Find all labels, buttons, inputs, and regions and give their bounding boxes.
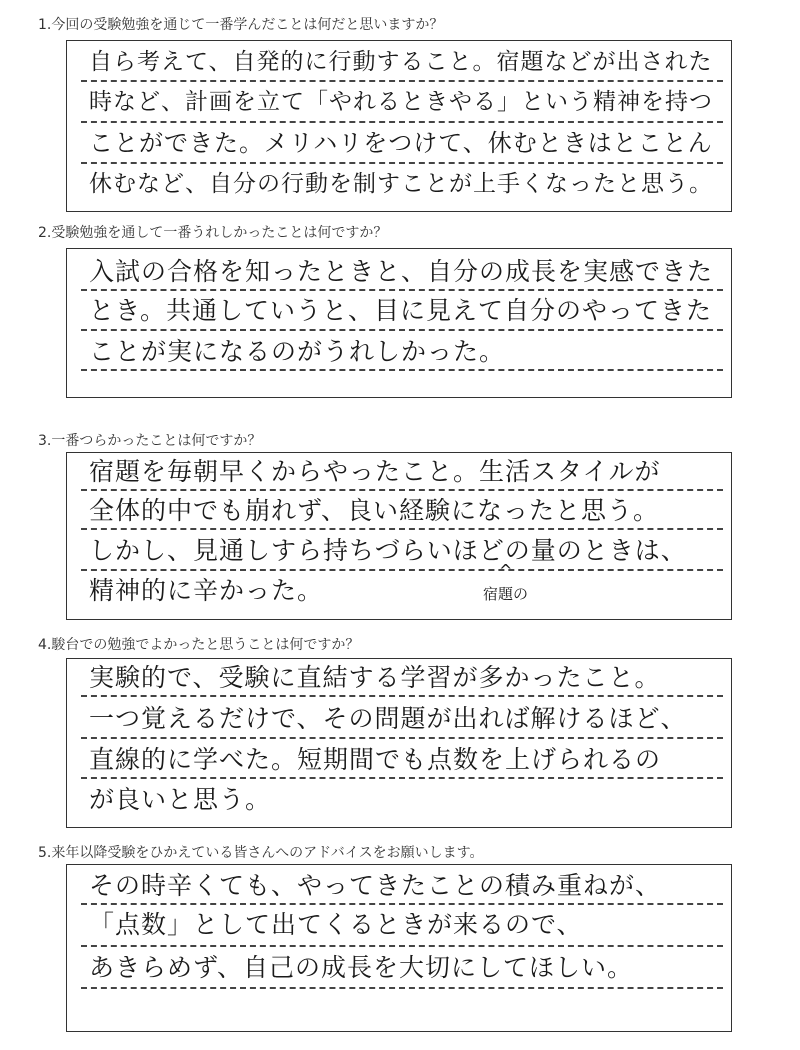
answer-3-line-1: 宿題を毎朝早くからやったこと。生活スタイルが: [89, 457, 661, 486]
answer-1-line-1: 自ら考えて、自発的に行動すること。宿題などが出された: [89, 49, 713, 75]
dashed-rule: [81, 695, 723, 697]
answer-4-box: [66, 658, 732, 828]
dashed-rule: [81, 777, 723, 779]
answer-4-line-1: 実験的で、受験に直結する学習が多かったこと。: [89, 663, 661, 692]
answer-2-line-2: とき。共通していうと、目に見えて自分のやってきた: [89, 296, 713, 325]
answer-1-box: [66, 40, 732, 212]
question-4-label: 4.駿台での勉強でよかったと思うことは何ですか？: [38, 637, 360, 653]
answer-3-line-3: しかし、見通しすら持ちづらいほどの量のときは、: [89, 536, 687, 565]
dashed-rule: [81, 289, 723, 291]
answer-3-line-2: 全体的中でも崩れず、良い経験になったと思う。: [89, 496, 660, 525]
answer-2-line-1: 入試の合格を知ったときと、自分の成長を実感できた: [89, 257, 714, 286]
question-3-label: 3.一番つらかったことは何ですか？: [38, 433, 262, 449]
answer-4-line-3: 直線的に学べた。短期間でも点数を上げられるの: [89, 745, 662, 774]
answer-2-line-3: ことが実になるのがうれしかった。: [89, 337, 506, 366]
dashed-rule: [81, 162, 723, 164]
answer-4-line-4: が良いと思う。: [89, 785, 272, 814]
question-5-label: 5.来年以降受験をひかえている皆さんへのアドバイスをお願いします。: [38, 845, 484, 861]
answer-4-line-2: 一つ覚えるだけで、その問題が出れば解けるほど、: [89, 704, 687, 733]
answer-3-box: [66, 452, 732, 620]
answer-2-box: [66, 248, 732, 398]
dashed-rule: [81, 489, 723, 491]
dashed-rule: [81, 329, 723, 331]
question-1-label: 1.今回の受験勉強を通じて一番学んだことは何だと思いますか？: [38, 17, 444, 33]
insertion-caret: ^: [499, 561, 513, 580]
answer-1-line-3: ことができた。メリハリをつけて、休むときはとことん: [89, 129, 713, 157]
answer-5-line-1: その時辛くても、やってきたことの積み重ねが、: [89, 871, 662, 900]
dashed-rule: [81, 903, 723, 905]
answer-1-line-2: 時など、計画を立て「やれるときやる」という精神を持つ: [89, 89, 713, 115]
dashed-rule: [81, 987, 723, 989]
dashed-rule: [81, 369, 723, 371]
answer-1-line-4: 休むなど、自分の行動を制すことが上手くなったと思う。: [89, 171, 713, 197]
dashed-rule: [81, 945, 723, 947]
dashed-rule: [81, 569, 723, 571]
question-2-label: 2.受験勉強を通して一番うれしかったことは何ですか？: [38, 225, 388, 241]
answer-5-line-3: あきらめず、自己の成長を大切にしてほしい。: [89, 953, 634, 982]
answer-5-box: [66, 864, 732, 1032]
insertion-note: 宿題の: [483, 585, 529, 603]
dashed-rule: [81, 80, 723, 82]
dashed-rule: [81, 737, 723, 739]
answer-5-line-2: 「点数」として出てくるときが来るので、: [89, 910, 583, 939]
dashed-rule: [81, 121, 723, 123]
dashed-rule: [81, 528, 723, 530]
answer-3-line-4: 精神的に辛かった。: [89, 576, 324, 605]
